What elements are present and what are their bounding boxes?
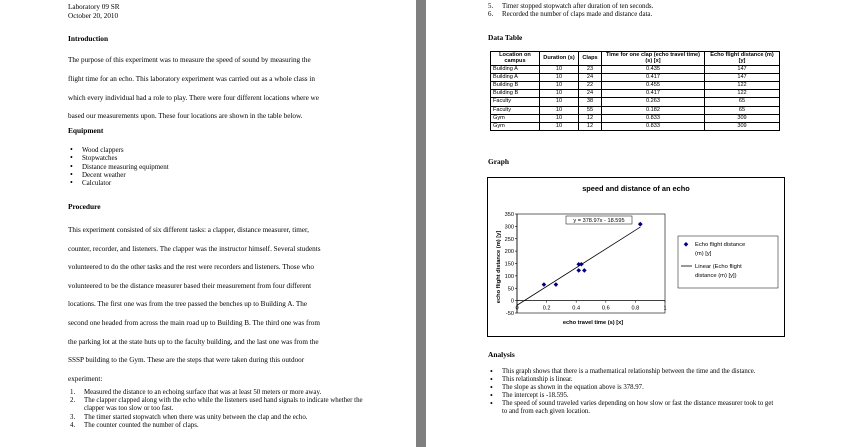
table-cell: 10 <box>540 98 579 106</box>
x-tick-label: 0.4 <box>572 305 581 312</box>
table-cell: 65 <box>705 98 780 106</box>
procedure-step <box>488 3 788 11</box>
table-cell: Gym <box>491 114 540 122</box>
table-cell: 10 <box>540 122 579 130</box>
table-cell: 0.182 <box>602 106 705 114</box>
table-header-row <box>491 52 780 66</box>
table-row <box>491 122 780 130</box>
equipment-item: • Distance measuring equipment <box>70 163 169 171</box>
table-cell: 10 <box>540 106 579 114</box>
table-cell: 122 <box>705 90 780 98</box>
y-tick-label: 0 <box>510 298 514 305</box>
scatter-chart <box>488 178 784 336</box>
plot-area <box>517 214 665 313</box>
data-point <box>638 222 643 227</box>
step-number: 1. <box>70 389 76 396</box>
data-point <box>582 268 587 273</box>
table-cell: Gym <box>491 122 540 130</box>
chart-y-axis-label: echo flight distance (m) [y] <box>496 230 502 304</box>
x-tick-label: 0.2 <box>542 305 551 312</box>
procedure-paragraph <box>68 221 321 388</box>
lab-title: Laboratory 09 SR <box>68 3 120 11</box>
paragraph-line: SSSP building to the Gym. These are the steps that were taken during this outdoor <box>68 356 305 365</box>
table-cell: 10 <box>540 65 579 73</box>
data-point <box>576 268 581 273</box>
equipment-item: • Decent weather <box>70 171 169 179</box>
data-point <box>576 262 581 267</box>
paragraph-line: experiment: <box>68 374 103 383</box>
table-cell: 24 <box>579 90 602 98</box>
step-number: 6. <box>488 11 494 19</box>
equipment-item: • Calculator <box>70 179 169 187</box>
table-cell: 0.263 <box>602 98 705 106</box>
procedure-steps <box>70 389 370 430</box>
step-number: 5. <box>488 3 494 10</box>
lab-date: October 20, 2010 <box>68 12 119 20</box>
equipment-heading: Equipment <box>68 126 104 135</box>
table-header-cell: Duration (s) <box>540 52 579 66</box>
table-cell: 0.833 <box>602 122 705 130</box>
table-row <box>491 65 780 73</box>
y-tick-label: 350 <box>504 212 514 218</box>
table-cell: 55 <box>579 106 602 114</box>
table-cell: 0.417 <box>602 90 705 98</box>
table-cell: 309 <box>705 114 780 122</box>
table-cell: 0.455 <box>602 81 705 89</box>
procedure-step <box>70 414 370 422</box>
procedure-steps-continued <box>488 3 788 19</box>
step-text: Timer stopped stopwatch after duration of ten seconds. <box>502 3 654 10</box>
y-tick-label: 300 <box>504 224 514 231</box>
chart-title: speed and distance of an echo <box>582 184 690 193</box>
analysis-item: • The speed of sound traveled varies depending on how slow or fast the distance measurer took to get to and from each given location. <box>490 400 780 416</box>
legend-entry-linear: Linear (Echo flight distance (m) [y]) <box>695 264 742 279</box>
table-cell: Faculty <box>491 106 540 114</box>
table-cell: Building A <box>491 73 540 81</box>
table-cell: 65 <box>705 106 780 114</box>
analysis-heading: Analysis <box>488 350 515 359</box>
legend-entry-series: Echo flight distance (m) [y] <box>695 242 746 257</box>
table-row <box>491 73 780 81</box>
document-page-1 <box>0 0 416 447</box>
table-cell: Faculty <box>491 98 540 106</box>
table-cell: 10 <box>540 90 579 98</box>
procedure-step <box>488 11 788 19</box>
trendline-equation: y = 378.97x - 18.595 <box>573 218 625 225</box>
x-tick-label: 0.6 <box>601 305 610 312</box>
step-text: The clapper clapped along with the echo while the listeners used hand signals to indicate whether the clapper was too slow or too fast. <box>84 397 363 413</box>
paragraph-line: which every individual had a role to play. There were four different locations where we <box>68 93 319 102</box>
table-cell: 10 <box>540 73 579 81</box>
table-row <box>491 114 780 122</box>
table-header-cell: Time for one clap (echo travel time) (s) [x] <box>602 52 705 66</box>
table-cell: 24 <box>579 73 602 81</box>
x-tick-label: 1 <box>663 305 667 312</box>
paragraph-line: second one headed from across the main road up to Building B. The third one was from <box>68 318 320 327</box>
procedure-step <box>70 389 370 397</box>
paragraph-line: locations. The first one was from the tree passed the benches up to Building A. The <box>68 300 308 309</box>
introduction-heading: Introduction <box>68 34 109 43</box>
x-tick-label: 0 <box>515 305 519 312</box>
y-tick-label: 100 <box>504 273 514 280</box>
table-cell: 23 <box>579 65 602 73</box>
table-header-cell: Location on campus <box>491 52 540 66</box>
paragraph-line: volunteered to be the distance measurer based their measurement from four different <box>68 281 312 290</box>
step-number: 4. <box>70 421 76 429</box>
analysis-item: • This relationship is linear. <box>490 376 780 384</box>
table-cell: Building A <box>491 65 540 73</box>
y-tick-label: 150 <box>504 261 514 268</box>
analysis-item: • This graph shows that there is a mathematical relationship between the time and the distance. <box>490 368 780 376</box>
table-cell: 0.435 <box>602 65 705 73</box>
step-text: The timer started stopwatch when there was unity between the clap and the echo. <box>84 413 308 421</box>
table-row <box>491 90 780 98</box>
table-cell: 10 <box>540 81 579 89</box>
table-cell: 309 <box>705 122 780 130</box>
table-cell: 147 <box>705 65 780 73</box>
table-cell: 10 <box>540 114 579 122</box>
table-cell: 12 <box>579 114 602 122</box>
chart-x-axis-label: echo travel time (s) [x] <box>562 320 624 326</box>
analysis-item: • The slope as shown in the equation above is 378.97. <box>490 384 780 392</box>
y-tick-label: 250 <box>504 236 514 243</box>
procedure-step <box>70 422 370 430</box>
analysis-list <box>490 368 780 416</box>
table-cell: 147 <box>705 73 780 81</box>
table-cell: 0.833 <box>602 114 705 122</box>
equipment-item: • Wood clappers <box>70 146 169 154</box>
data-point <box>554 282 559 287</box>
procedure-step <box>70 397 370 413</box>
table-header-cell: Echo flight distance (m) [y] <box>705 52 780 66</box>
graph-heading: Graph <box>488 157 509 166</box>
table-row <box>491 81 780 89</box>
analysis-item: • The intercept is -18.595. <box>490 392 780 400</box>
paragraph-line: flight time for an echo. This laboratory experiment was carried out as a whole class in <box>68 74 315 83</box>
step-text: The counter counted the number of claps. <box>84 421 199 429</box>
step-number: 2. <box>70 397 76 405</box>
table-cell: 122 <box>705 81 780 89</box>
data-point <box>542 282 547 287</box>
table-cell: Building B <box>491 81 540 89</box>
paragraph-line: the parking lot at the state huts up to the faculty building, and the last one was from the <box>68 337 319 346</box>
paragraph-line: counter, recorder, and listeners. The clapper was the instructor himself. Several students <box>68 244 321 253</box>
y-tick-label: 200 <box>504 249 514 256</box>
y-tick-label: 50 <box>507 286 514 293</box>
paragraph-line: based our measurements upon. These four locations are shown in the table below. <box>68 112 303 121</box>
document-page-2 <box>426 0 850 447</box>
table-cell: 0.417 <box>602 73 705 81</box>
step-number: 3. <box>70 413 76 421</box>
introduction-paragraph <box>68 51 319 126</box>
equipment-item: • Stopwatches <box>70 154 169 162</box>
step-text: Measured the distance to an echoing surface that was at least 50 meters or more away. <box>84 389 322 396</box>
table-row <box>491 106 780 114</box>
data-table-heading: Data Table <box>488 33 523 42</box>
table-cell: 22 <box>579 81 602 89</box>
table-header-cell: Claps <box>579 52 602 66</box>
equipment-list <box>70 146 169 187</box>
table-cell: 38 <box>579 98 602 106</box>
paragraph-line: This experiment consisted of six different tasks: a clapper, distance measurer, timer, <box>68 226 309 234</box>
paragraph-line: The purpose of this experiment was to measure the speed of sound by measuring the <box>68 56 311 64</box>
procedure-heading: Procedure <box>68 202 101 211</box>
step-text: Recorded the number of claps made and distance data. <box>502 11 653 19</box>
chart-frame <box>487 177 785 337</box>
x-tick-label: 0.8 <box>631 305 640 312</box>
y-tick-label: -50 <box>505 311 514 317</box>
table-row <box>491 98 780 106</box>
paragraph-line: volunteered to do the other tasks and the rest were recorders and listeners. Those who <box>68 263 314 272</box>
data-table <box>490 51 780 131</box>
table-cell: Building B <box>491 90 540 98</box>
table-cell: 12 <box>579 122 602 130</box>
